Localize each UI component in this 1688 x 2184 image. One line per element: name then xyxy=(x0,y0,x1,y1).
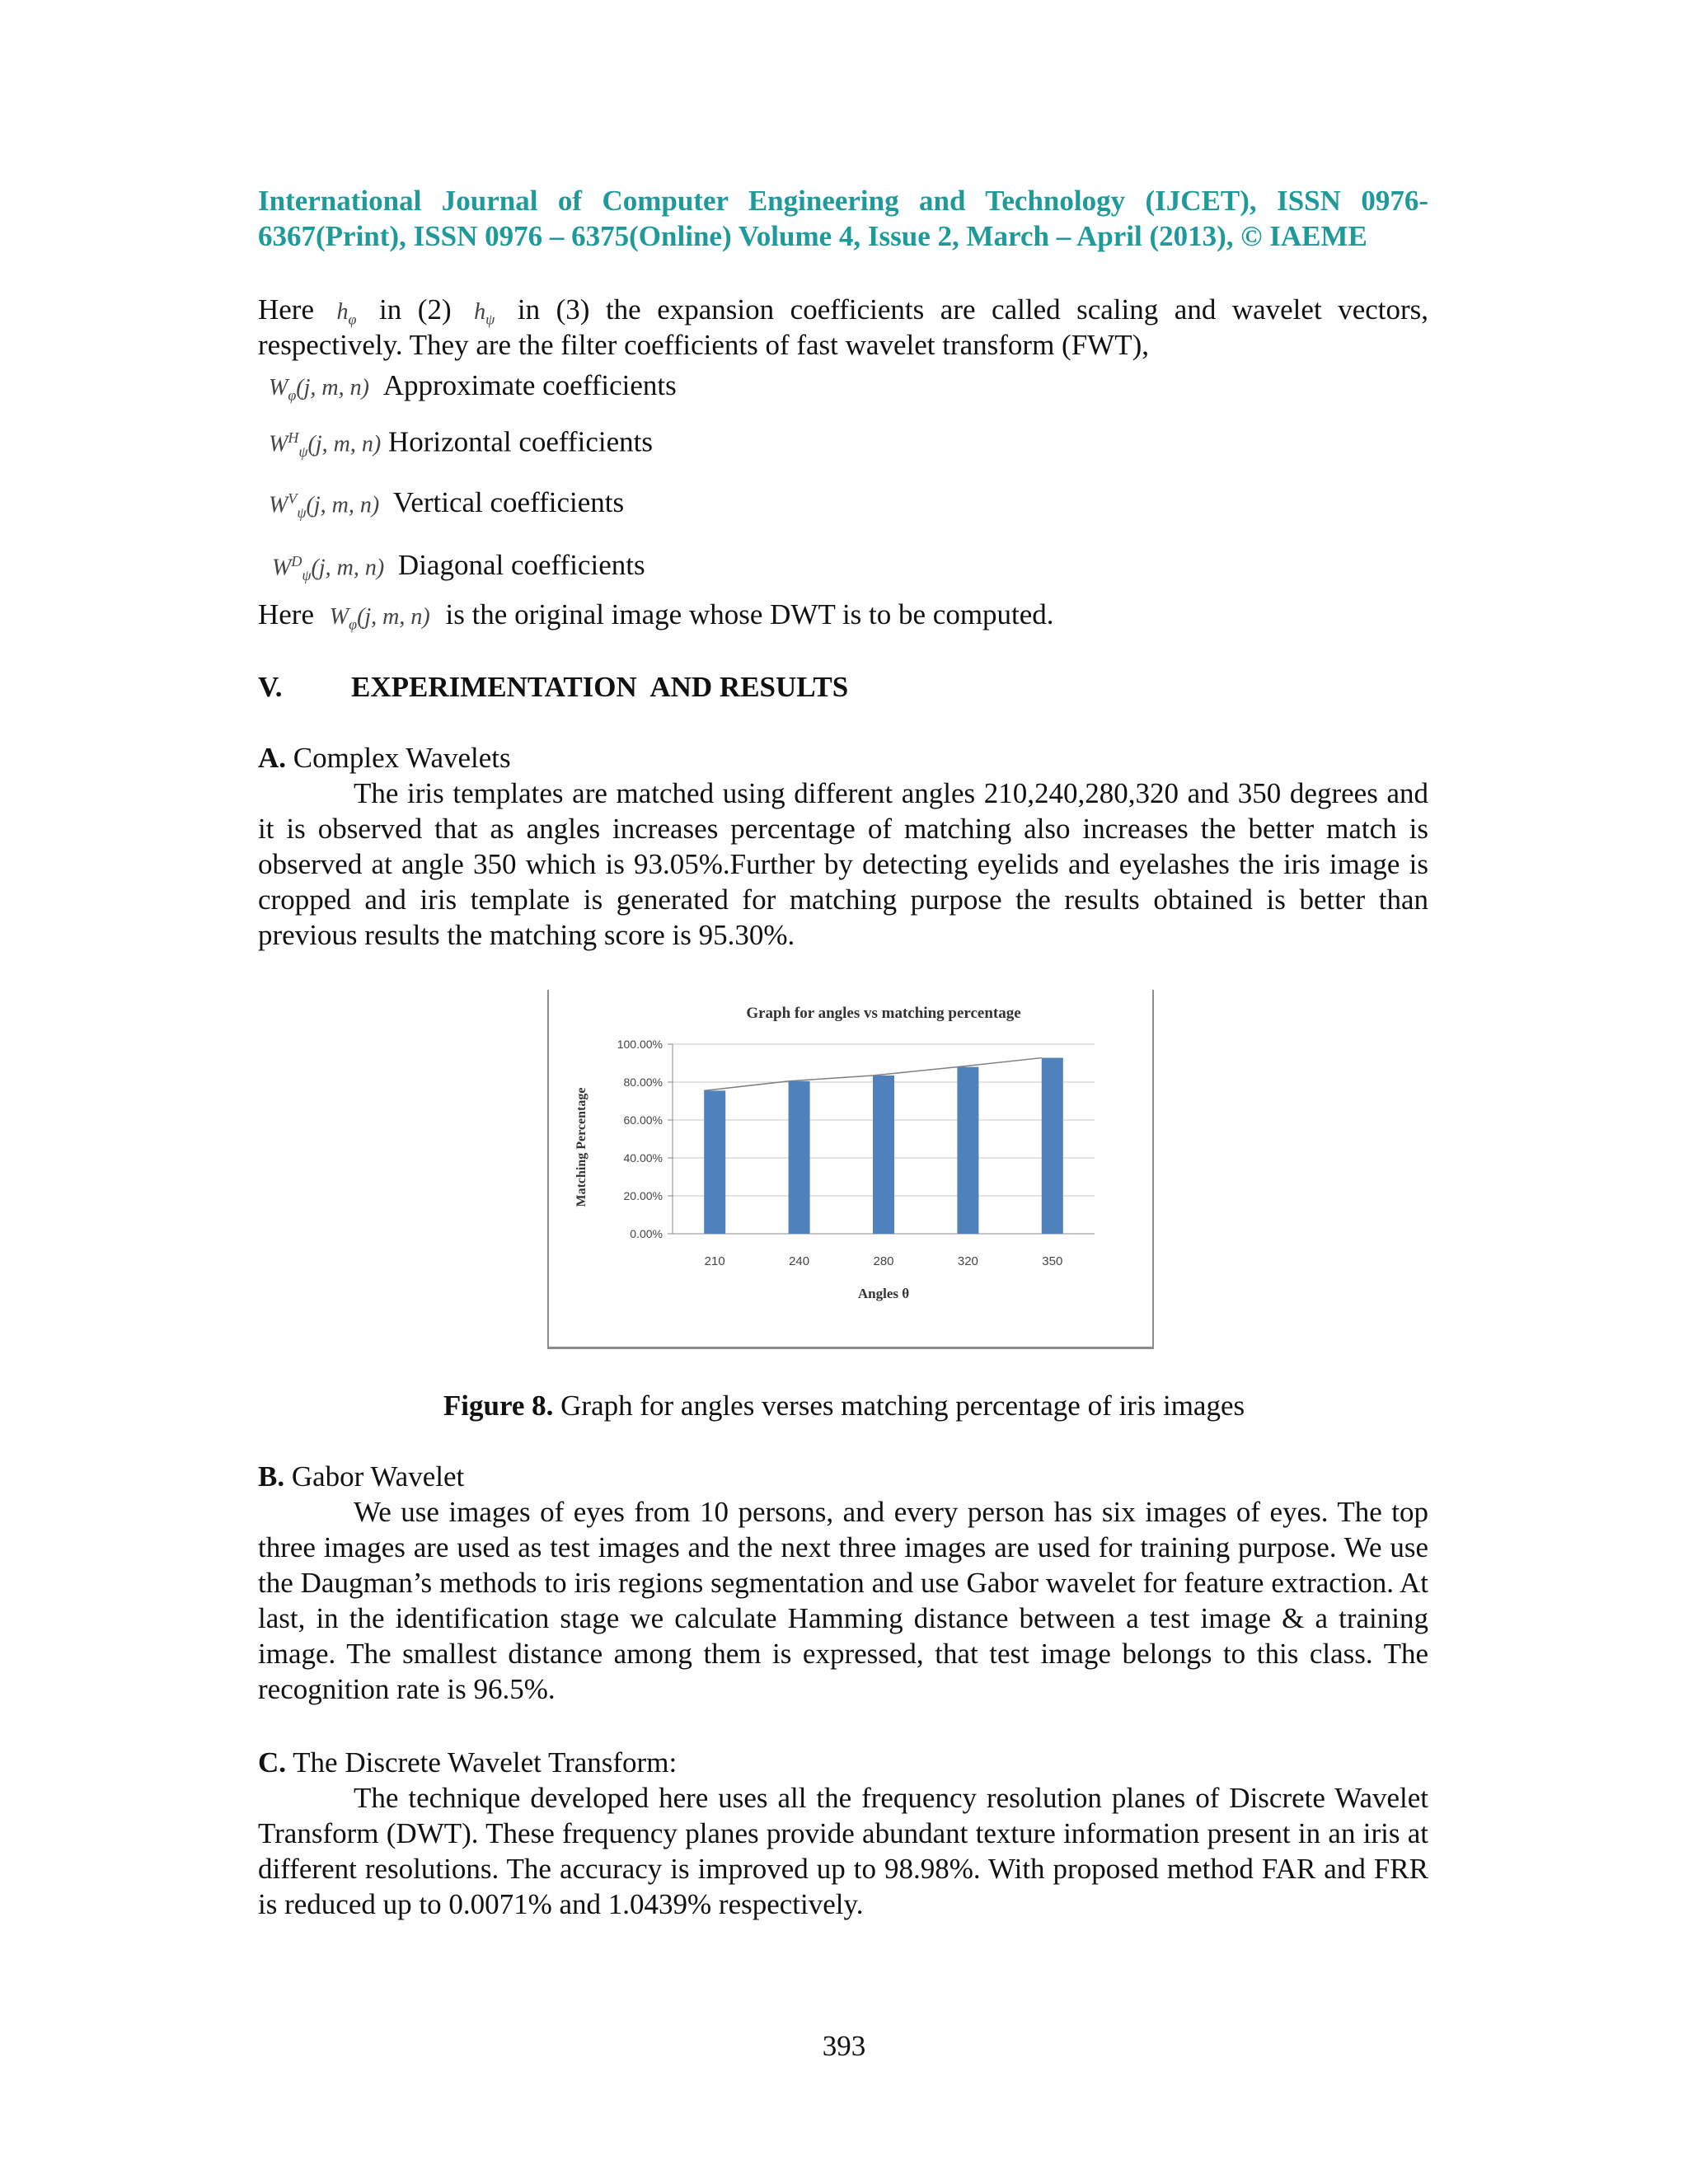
subsection-a-paragraph: The iris templates are matched using different angles 210,240,280,320 and 350 degrees and it is observed that as angles increases percentage of matching also increases the better match is observed at angle 350 which is 93.05%.Further by detecting eyelids and eyelashes the iris image is cropped and iris template is generated for matching purpose the results obtained is better than previous results the matching score is 95.30%. xyxy=(258,777,1428,951)
x-tick-label: 240 xyxy=(789,1254,810,1268)
y-tick-label: 60.00% xyxy=(623,1113,663,1127)
coef-label: Diagonal coefficients xyxy=(397,549,645,582)
header-line-2: 6367(Print), ISSN 0976 – 6375(Online) Volume 4, Issue 2, March – April (2013), © IAEME xyxy=(258,220,1367,252)
section-number: V. xyxy=(258,671,283,703)
subsection-label: B. xyxy=(258,1460,285,1493)
coef-symbol: $W_\varphi(j$, m, n) xyxy=(269,375,369,404)
page-number: 393 xyxy=(822,2030,866,2062)
intro-in2: in (2) xyxy=(379,293,452,326)
bar xyxy=(873,1076,894,1234)
coef-symbol: $W^V_\psi(j$, m, n) xyxy=(269,490,380,521)
bar xyxy=(1042,1058,1063,1234)
subsection-a-heading xyxy=(258,740,511,776)
subsection-b-paragraph: We use images of eyes from 10 persons, and every person has six images of eyes. The top three images are used as test images and the next three images are used for training purpose. We use the Daugman’s methods to iris regions segmentation and use Gabor wavelet for feature extraction. At last, in the identification stage we calculate Hamming distance between a test image & a training image. The smallest distance among them is expressed, that test image belongs to this class. The recognition rate is 96.5%. xyxy=(258,1496,1428,1705)
subsection-title: Gabor Wavelet xyxy=(291,1460,465,1493)
chart-title: Graph for angles vs matching percentage xyxy=(746,1005,1021,1022)
y-tick-label: 40.00% xyxy=(623,1151,663,1165)
section-heading xyxy=(258,669,848,705)
coef-vertical xyxy=(269,481,624,531)
coef-label: Approximate coefficients xyxy=(382,369,677,401)
coef-diagonal xyxy=(272,544,645,593)
header-line-1: International Journal of Computer Engineering and Technology (IJCET), ISSN 0976- xyxy=(258,185,1428,217)
subsection-title: Complex Wavelets xyxy=(293,742,511,774)
figure-label: Figure 8. xyxy=(443,1390,554,1422)
subsection-title: The Discrete Wavelet Transform: xyxy=(293,1746,678,1779)
bar xyxy=(789,1081,810,1234)
journal-header xyxy=(258,183,1428,254)
figure-caption xyxy=(0,1388,1688,1423)
x-tick-label: 320 xyxy=(957,1254,978,1268)
y-tick-label: 0.00% xyxy=(630,1227,663,1240)
chart-svg xyxy=(549,990,1152,1346)
subsection-c-paragraph: The technique developed here uses all the frequency resolution planes of Discrete Wavelet Transform (DWT). These frequency planes provide abundant texture information present in an iris at different resolutions. The accuracy is improved up to 98.98%. With proposed method FAR and FRR is reduced up to 0.0071% and 1.0439% respectively. xyxy=(258,1782,1428,1920)
x-tick-label: 350 xyxy=(1042,1254,1063,1268)
figure-caption-text: Graph for angles verses matching percentage of iris images xyxy=(560,1390,1245,1422)
w-phi-symbol: $W_\varphi(j$, m, n) xyxy=(329,604,430,633)
here-rest: is the original image whose DWT is to be computed. xyxy=(445,598,1054,630)
intro-rest: in (3) the expansion coefficients are called scaling and wavelet vectors, xyxy=(517,293,1429,326)
y-tick-label: 100.00% xyxy=(617,1038,663,1051)
intro-line-2: respectively. They are the filter coefficients of fast wavelet transform (FWT), xyxy=(258,329,1149,361)
bar xyxy=(957,1067,978,1234)
y-tick-label: 80.00% xyxy=(623,1076,663,1089)
h-psi-symbol: $h_\psi$ xyxy=(474,299,495,328)
x-tick-label: 210 xyxy=(704,1254,725,1268)
coef-symbol: $W^D_\psi(j$, m, n) xyxy=(272,553,385,583)
subsection-label: A. xyxy=(258,742,287,774)
subsection-b-heading xyxy=(258,1459,464,1494)
figure-8-chart xyxy=(547,990,1154,1349)
coef-symbol: $W^H_\psi(j$, m, n) xyxy=(269,429,382,460)
subsection-label: C. xyxy=(258,1746,287,1779)
coef-label: Horizontal coefficients xyxy=(387,425,653,458)
coef-horizontal xyxy=(269,420,653,470)
subsection-c-heading xyxy=(258,1745,677,1780)
x-axis-label: Angles θ xyxy=(857,1286,910,1301)
h-phi-symbol: $h_\varphi$ xyxy=(336,299,357,328)
bar xyxy=(704,1090,725,1234)
section-title: EXPERIMENTATION AND RESULTS xyxy=(351,671,849,703)
y-axis-label: Matching Percentage xyxy=(574,1087,588,1207)
here-line xyxy=(258,597,1054,643)
here-word: Here xyxy=(258,598,315,630)
x-tick-label: 280 xyxy=(873,1254,894,1268)
coef-approximate xyxy=(269,368,677,414)
y-tick-label: 20.00% xyxy=(623,1189,663,1202)
intro-here: Here xyxy=(258,293,315,326)
coef-label: Vertical coefficients xyxy=(392,486,625,519)
